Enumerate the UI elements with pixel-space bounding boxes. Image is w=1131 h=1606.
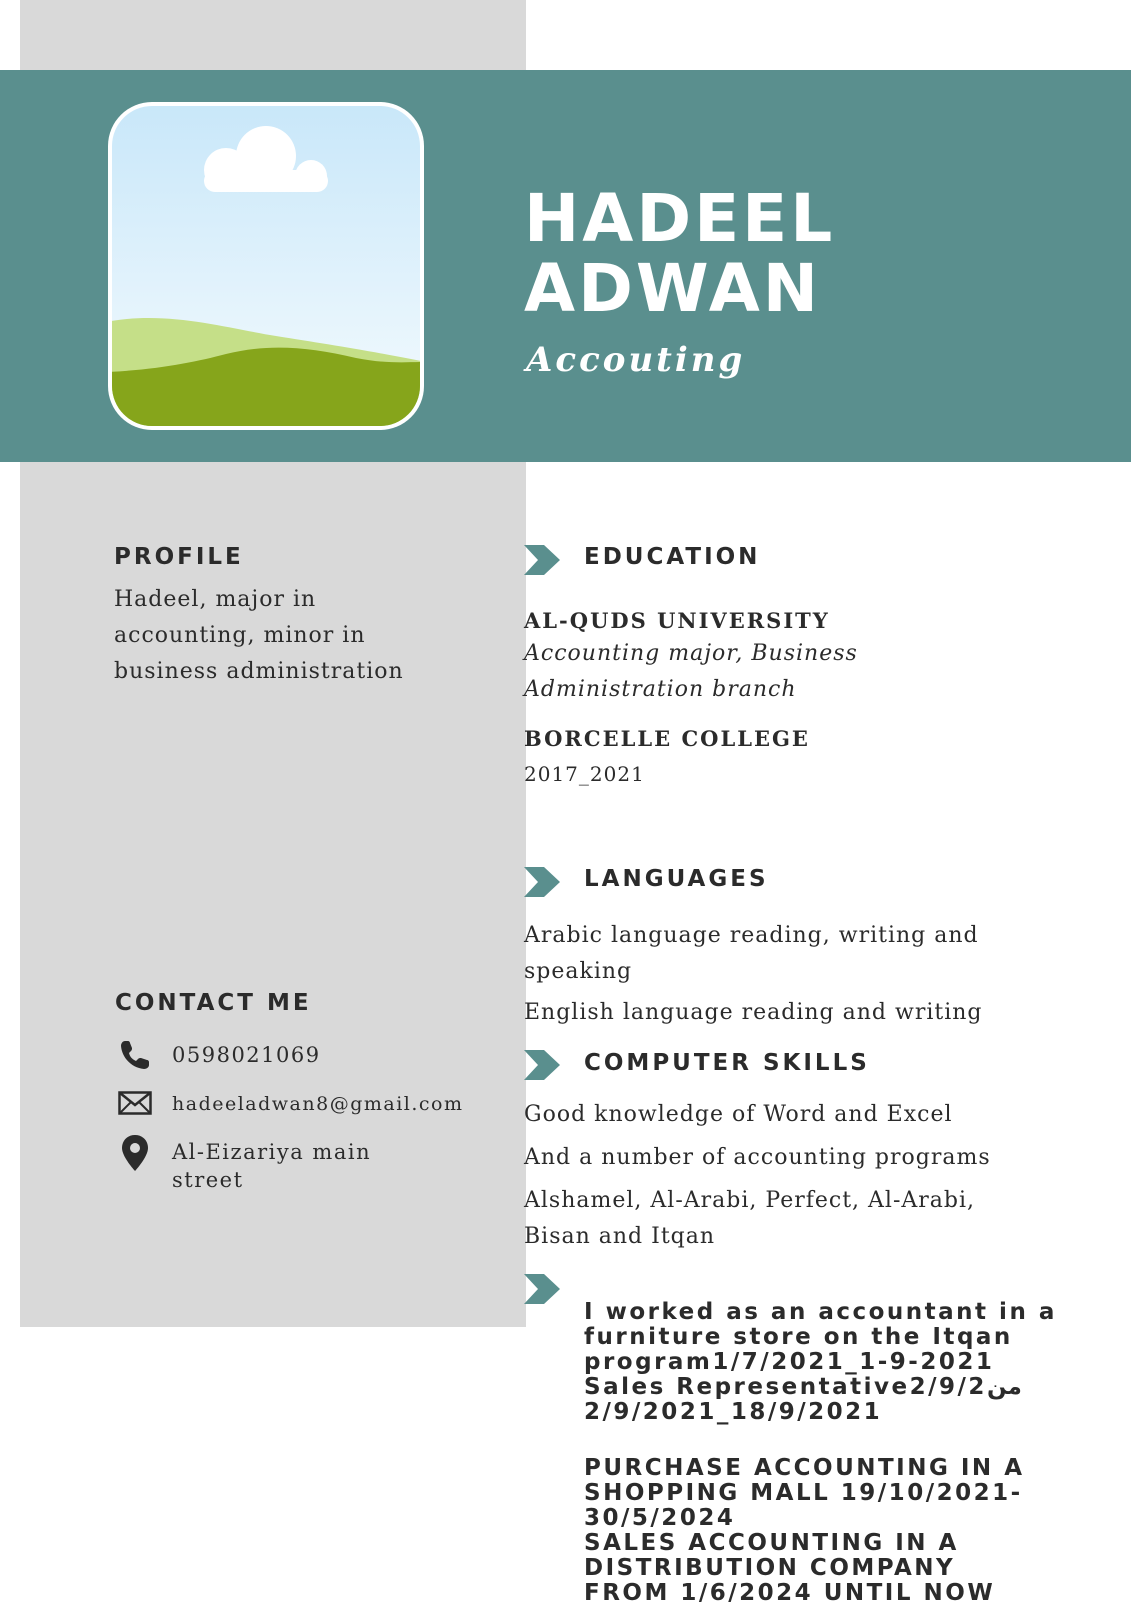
school-years: 2017_2021 xyxy=(524,762,645,786)
phone-number: 0598021069 xyxy=(172,1043,321,1067)
experience-line: I worked as an accountant in a xyxy=(584,1299,1057,1325)
contact-heading: CONTACT ME xyxy=(115,990,312,1016)
chevron-right-icon xyxy=(524,545,560,575)
experience-line: SHOPPING MALL 19/10/2021- xyxy=(584,1480,1023,1506)
profile-text xyxy=(114,582,404,690)
skills-heading: COMPUTER SKILLS xyxy=(584,1050,870,1076)
experience-line: FROM 1/6/2024 UNTIL NOW xyxy=(584,1580,996,1606)
school-name: AL-QUDS UNIVERSITY xyxy=(524,608,830,633)
profile-photo-placeholder xyxy=(106,100,426,432)
address xyxy=(172,1138,371,1194)
experience-line: Sales Representative2/9/2من xyxy=(584,1374,1022,1400)
language-line: Arabic language reading, writing and xyxy=(524,923,979,948)
education-heading: EDUCATION xyxy=(584,544,761,570)
experience-block xyxy=(584,1456,1025,1606)
job-title: Accouting xyxy=(526,340,746,380)
languages-heading: LANGUAGES xyxy=(584,866,769,892)
skill-line: Good knowledge of Word and Excel xyxy=(524,1102,953,1127)
experience-line: 2/9/2021_18/9/2021 xyxy=(584,1399,883,1425)
languages-text xyxy=(524,918,979,990)
experience-line: program1/7/2021_1-9-2021 xyxy=(584,1349,995,1375)
skill-line: Alshamel, Al-Arabi, Perfect, Al-Arabi, xyxy=(524,1188,976,1213)
address-line: street xyxy=(172,1168,244,1192)
experience-line: DISTRIBUTION COMPANY xyxy=(584,1555,956,1581)
phone-icon xyxy=(118,1038,152,1072)
address-line: Al-Eizariya main xyxy=(172,1140,372,1164)
chevron-right-icon xyxy=(524,867,560,897)
experience-line: furniture store on the Itqan xyxy=(584,1324,1013,1350)
profile-line: accounting, minor in xyxy=(114,623,366,648)
email-icon xyxy=(118,1086,152,1120)
profile-line: business administration xyxy=(114,659,404,684)
experience-block xyxy=(584,1300,1057,1425)
skills-programs xyxy=(524,1183,975,1255)
first-name: HADEEL xyxy=(524,180,836,257)
language-line: speaking xyxy=(524,959,633,984)
experience-line: 30/5/2024 xyxy=(584,1505,736,1531)
language-line: English language reading and writing xyxy=(524,1000,983,1025)
skill-line: And a number of accounting programs xyxy=(524,1145,991,1170)
school-detail-line: Administration branch xyxy=(524,677,797,702)
experience-line: PURCHASE ACCOUNTING IN A xyxy=(584,1455,1025,1481)
chevron-right-icon xyxy=(524,1050,560,1080)
school-name: BORCELLE COLLEGE xyxy=(524,726,810,751)
school-detail-line: Accounting major, Business xyxy=(524,641,858,666)
last-name: ADWAN xyxy=(524,250,822,327)
experience-line: SALES ACCOUNTING IN A xyxy=(584,1530,959,1556)
location-pin-icon xyxy=(118,1134,152,1172)
profile-line: Hadeel, major in xyxy=(114,587,317,612)
email-address: hadeeladwan8@gmail.com xyxy=(172,1093,464,1115)
school-details xyxy=(524,636,858,708)
full-name xyxy=(524,180,836,327)
chevron-right-icon xyxy=(524,1274,560,1304)
profile-heading: PROFILE xyxy=(114,544,244,570)
skill-line: Bisan and Itqan xyxy=(524,1224,716,1249)
